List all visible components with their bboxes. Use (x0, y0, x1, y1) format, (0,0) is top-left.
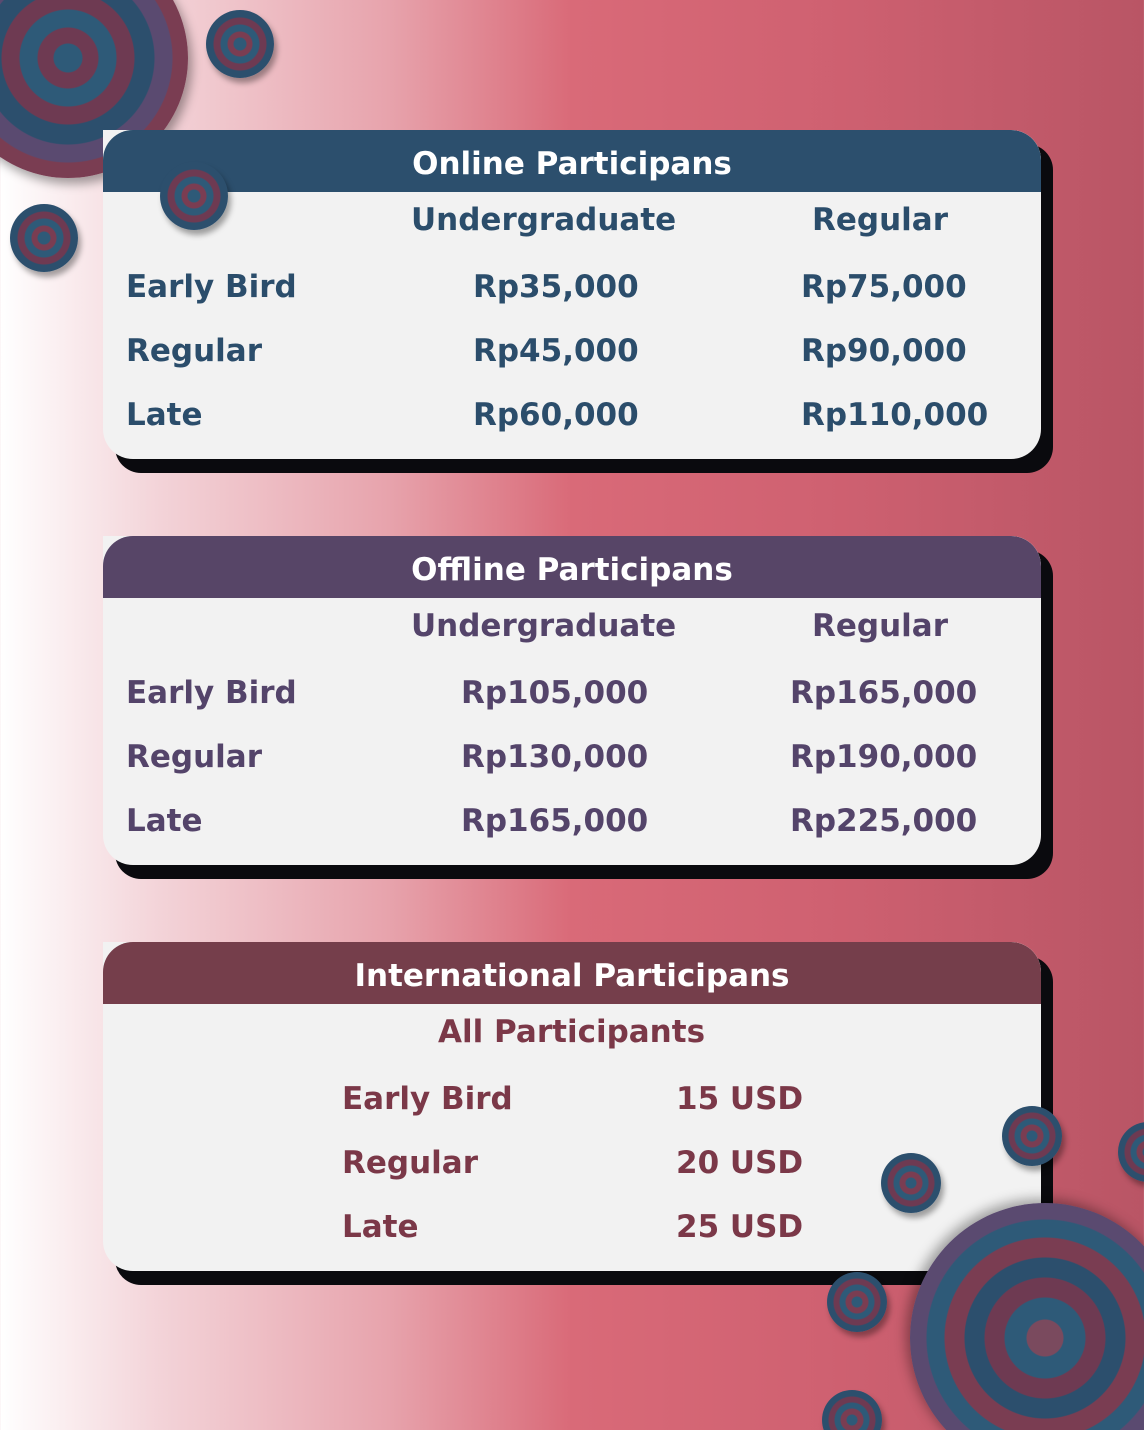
online-card-title: Online Participans (103, 130, 1041, 192)
price-regular-late: Rp225,000 (790, 803, 978, 839)
card-panel (103, 536, 1041, 865)
price-undergraduate-early-bird: Rp35,000 (473, 269, 639, 305)
price-regular: 20 USD (676, 1145, 804, 1181)
row-label-regular: Regular (342, 1145, 478, 1181)
price-undergraduate-regular: Rp130,000 (461, 739, 649, 775)
column-header-undergraduate: Undergraduate (411, 202, 677, 238)
concentric-circles-icon (10, 204, 78, 272)
price-undergraduate-late: Rp165,000 (461, 803, 649, 839)
price-regular-regular: Rp190,000 (790, 739, 978, 775)
column-header-undergraduate: Undergraduate (411, 608, 677, 644)
card-panel (103, 130, 1041, 459)
row-label-late: Late (126, 397, 203, 433)
row-label-regular: Regular (126, 333, 262, 369)
price-early-bird: 15 USD (676, 1081, 804, 1117)
online-pricing-card (103, 130, 1041, 459)
price-undergraduate-regular: Rp45,000 (473, 333, 639, 369)
offline-pricing-card (103, 536, 1041, 865)
row-label-early-bird: Early Bird (126, 675, 297, 711)
column-header-regular: Regular (812, 202, 948, 238)
price-regular-regular: Rp90,000 (801, 333, 967, 369)
concentric-circles-icon (1002, 1106, 1062, 1166)
price-regular-early-bird: Rp165,000 (790, 675, 978, 711)
concentric-circles-icon (881, 1153, 941, 1213)
price-undergraduate-early-bird: Rp105,000 (461, 675, 649, 711)
row-label-late: Late (126, 803, 203, 839)
card-panel (103, 942, 1041, 1271)
row-label-regular: Regular (126, 739, 262, 775)
concentric-circles-icon (827, 1272, 887, 1332)
concentric-circles-icon (206, 10, 274, 78)
concentric-circles-icon (1118, 1122, 1144, 1182)
price-regular-late: Rp110,000 (801, 397, 989, 433)
price-regular-early-bird: Rp75,000 (801, 269, 967, 305)
row-label-early-bird: Early Bird (126, 269, 297, 305)
offline-card-title: Offline Participans (103, 536, 1041, 598)
row-label-late: Late (342, 1209, 419, 1245)
row-label-early-bird: Early Bird (342, 1081, 513, 1117)
concentric-circles-icon (160, 162, 228, 230)
concentric-circles-icon (822, 1390, 882, 1430)
column-header-regular: Regular (812, 608, 948, 644)
international-card-title: International Participans (103, 942, 1041, 1004)
column-header-all-participants: All Participants (438, 1014, 706, 1050)
price-late: 25 USD (676, 1209, 804, 1245)
international-pricing-card (103, 942, 1041, 1271)
price-undergraduate-late: Rp60,000 (473, 397, 639, 433)
